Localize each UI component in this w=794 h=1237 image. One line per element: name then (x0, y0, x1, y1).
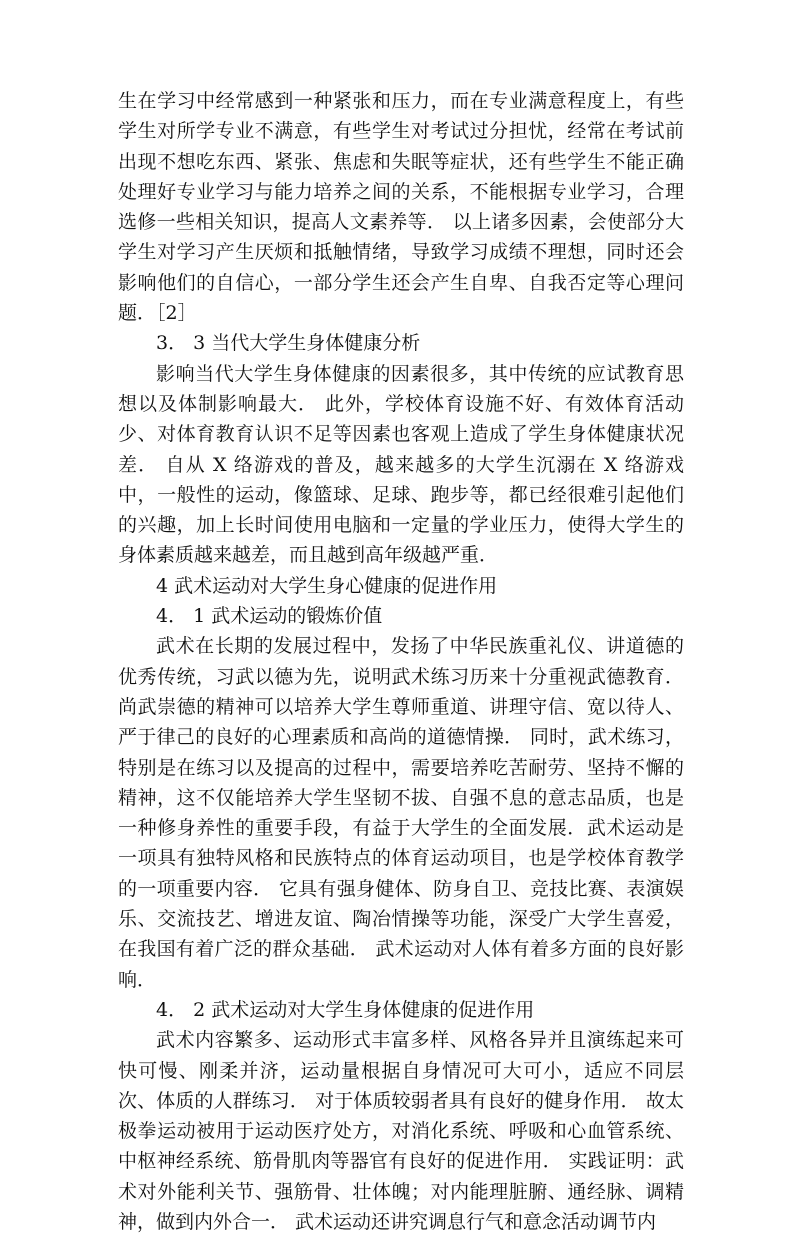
paragraph-4-1: 武术在长期的发展过程中，发扬了中华民族重礼仪、讲道德的优秀传统，习武以德为先，说明武术练习历来十分重视武德教育． 尚武崇德的精神可以培养大学生尊师重道、讲理守信、宽以待人、严于律己的良好的心理素质和高尚的道德情操． 同时，武术练习，特别是在练习以及提高的过程中，需要培养吃苦耐劳、坚持不懈的精神，这不仅能培养大学生坚韧不拔、自强不息的意志品质，也是一种修身养性的重要手段，有益于大学生的全面发展．武术运动是一项具有独特风格和民族特点的体育运动项目，也是学校体育教学的一项重要内容． 它具有强身健体、防身自卫、竞技比赛、表演娱乐、交流技艺、增进友谊、陶冶情操等功能，深受广大学生喜爱，在我国有着广泛的群众基础． 武术运动对人体有着多方面的良好影响． (118, 635, 684, 991)
paragraph-3-3: 影响当代大学生身体健康的因素很多，其中传统的应试教育思想以及体制影响最大． 此外，学校体育设施不好、有效体育活动少、对体育教育认识不足等因素也客观上造成了学生身体健康状况差． 自从 X 络游戏的普及，越来越多的大学生沉溺在 X 络游戏中，一般性的运动，像篮球、足球、跑步等，都已经很难引起他们的兴趣，加上长时间使用电脑和一定量的学业压力，使得大学生的身体素质越来越差，而且越到高年级越严重． (118, 362, 684, 567)
section-heading-4-1: 4． 1 武术运动的锻炼价值 (156, 605, 383, 628)
paragraph-4-2: 武术内容繁多、运动形式丰富多样、风格各异并且演练起来可快可慢、刚柔并济，运动量根据自身情况可大可小，适应不同层次、体质的人群练习． 对于体质较弱者具有良好的健身作用． 故太极拳运动被用于运动医疗处方，对消化系统、呼吸和心血管系统、中枢神经系统、筋骨肌肉等器官有良好的促进作用． 实践证明：武术对外能利关节、强筋骨、壮体魄；对内能理脏腑、通经脉、调精神，做到内外合一． 武术运动还讲究调息行气和意念活动调节内 (118, 1029, 684, 1233)
section-heading-4: 4 武术运动对大学生身心健康的促进作用 (156, 574, 498, 597)
document-body (118, 86, 684, 1237)
section-heading-3-3: 3． 3 当代大学生身体健康分析 (156, 332, 421, 355)
paragraph-continued: 生在学习中经常感到一种紧张和压力，而在专业满意程度上，有些学生对所学专业不满意，有些学生对考试过分担忧，经常在考试前出现不想吃东西、紧张、焦虑和失眠等症状，还有些学生不能正确处理好专业学习与能力培养之间的关系，不能根据专业学习，合理选修一些相关知识，提高人文素养等． 以上诸多因素，会使部分大学生对学习产生厌烦和抵触情绪，导致学习成绩不理想，同时还会影响他们的自信心，一部分学生还会产生自卑、自我否定等心理问题．［2］ (118, 90, 684, 325)
section-heading-4-2: 4． 2 武术运动对大学生身体健康的促进作用 (156, 998, 535, 1021)
